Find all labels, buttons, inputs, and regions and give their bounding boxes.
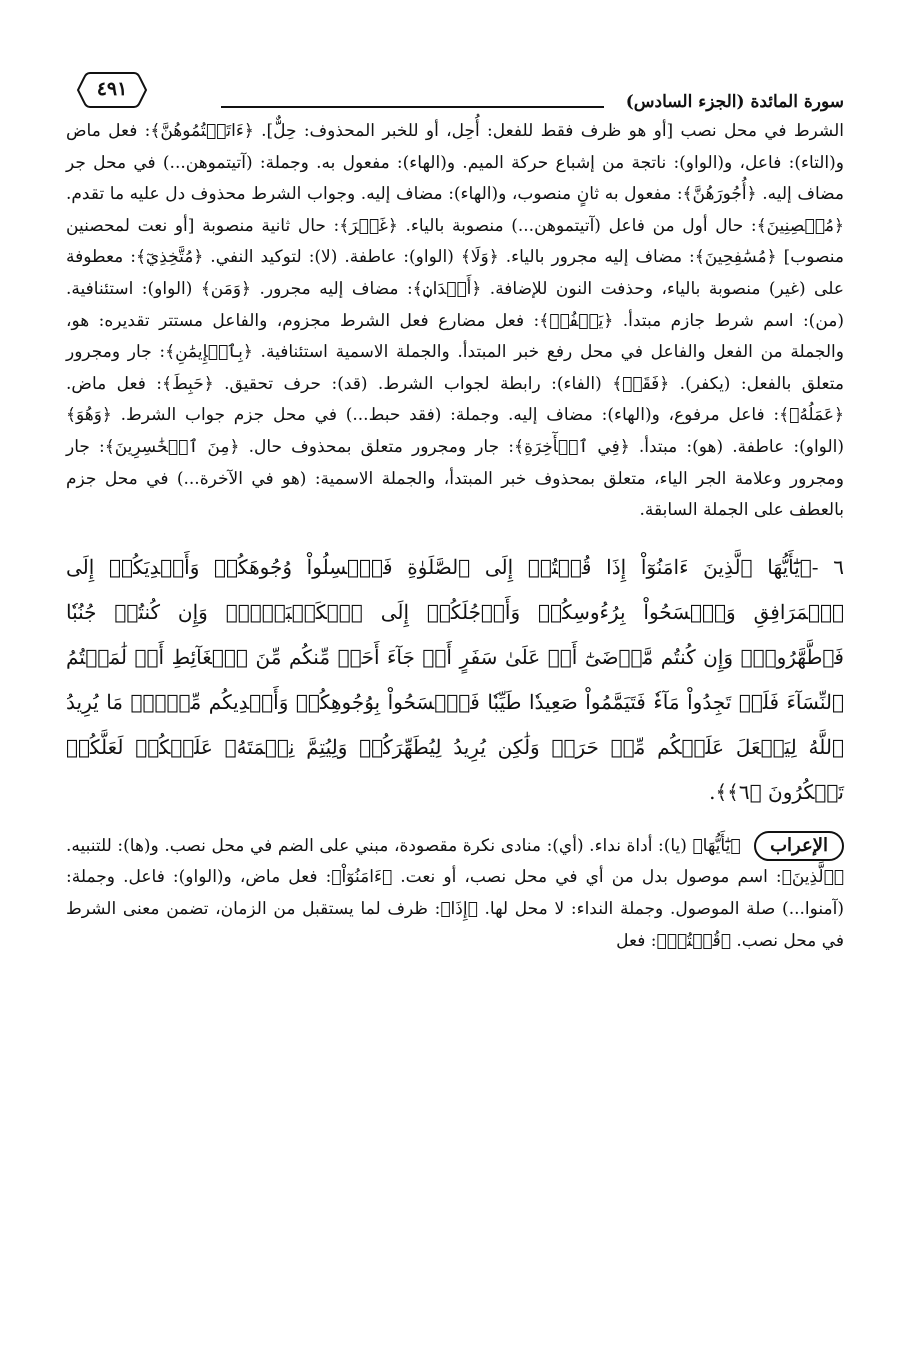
irab-section xyxy=(66,831,844,957)
page-number-badge xyxy=(76,70,148,110)
header-rule xyxy=(221,106,604,108)
irab-text: ﴿يَٰٓأَيُّهَا﴾ (يا): أداة نداء. (أي): منادى نكرة مقصودة، مبني على الضم في محل نصب. و(ها): للتنبيه. ﴿ٱلَّذِينَ﴾: اسم موصول بدل من أي في محل نصب، أو نعت. ﴿ءَامَنُوٓاْ﴾: فعل ماض، و(الواو): فاعل. وجملة: (آمنوا...) صلة الموصول. وجملة النداء: لا محل لها. ﴿إِذَا﴾: ظرف لما يستقبل من الزمان، تضمن معنى الشرط في محل نصب. ﴿قُمۡتُمۡ﴾: فعل xyxy=(66,835,844,951)
irab-label: الإعراب xyxy=(754,831,844,861)
page-header xyxy=(66,58,844,116)
commentary-paragraph: الشرط في محل نصب [أو هو ظرف فقط للفعل: أُحِل، أو للخبر المحذوف: حِلٌّ]. ﴿ءَاتَيۡتُمُوهُنَّ﴾: فعل ماض و(التاء): فاعل، و(الواو): ناتجة من إشباع حركة الميم. و(الهاء): مفعول به. وجملة: (آتيتموهن...) في محل جر مضاف إليه. ﴿أُجُورَهُنَّ﴾: مفعول به ثانٍ منصوب، و(الهاء): مضاف إليه. وجواب الشرط محذوف دل عليه ما تقدم. ﴿مُحۡصِنِينَ﴾: حال أول من فاعل (آتيتموهن...) منصوبة بالياء. ﴿غَيۡرَ﴾: حال ثانية منصوبة [أو نعت لمحصنين منصوب] ﴿مُسَٰفِحِينَ﴾: مضاف إليه مجرور بالياء. ﴿وَلَا﴾ (الواو): عاطفة. (لا): لتوكيد النفي. ﴿مُتَّخِذِيٓ﴾: معطوفة على (غير) منصوبة بالياء، وحذفت النون للإضافة. ﴿أَخۡدَانٖ﴾: مضاف إليه مجرور. ﴿وَمَن﴾ (الواو): استئنافية. (من): اسم شرط جازم مبتدأ. ﴿يَكۡفُرۡ﴾: فعل مضارع فعل الشرط مجزوم، والفاعل مستتر تقديره: هو، والجملة من الفعل والفاعل في محل رفع خبر المبتدأ. والجملة الاسمية استئنافية. ﴿بِٱلۡإِيمَٰنِ﴾: جار ومجرور متعلق بالفعل: (يكفر). ﴿فَقَدۡ﴾ (الفاء): رابطة لجواب الشرط. (قد): حرف تحقيق. ﴿حَبِطَ﴾: فعل ماض. ﴿عَمَلُهُۥ﴾: فاعل مرفوع، و(الهاء): مضاف إليه. وجملة: (فقد حبط...) في محل جزم جواب الشرط. ﴿وَهُوَ﴾ (الواو): عاطفة. (هو): مبتدأ. ﴿فِي ٱلۡأٓخِرَةِ﴾: جار ومجرور متعلق بمحذوف حال. ﴿مِنَ ٱلۡخَٰسِرِينَ﴾: جار ومجرور وعلامة الجر الياء، متعلق بمحذوف خبر المبتدأ، والجملة الاسمية: (هو في الآخرة...) في محل جزم بالعطف على الجملة السابقة. xyxy=(66,121,844,521)
page-number: ٤٩١ xyxy=(96,78,128,100)
header-title: سورة المائدة (الجزء السادس) xyxy=(625,92,844,112)
page xyxy=(66,58,844,1298)
quran-verse: ٦ -﴿يَٰٓأَيُّهَا ٱلَّذِينَ ءَامَنُوٓاْ إِذَا قُمۡتُمۡ إِلَى ٱلصَّلَوٰةِ فَٱغۡسِلُواْ وُجُوهَكُمۡ وَأَيۡدِيَكُمۡ إِلَى ٱلۡمَرَافِقِ وَٱمۡسَحُواْ بِرُءُوسِكُمۡ وَأَرۡجُلَكُمۡ إِلَى ٱلۡكَعۡبَيۡنِۚ وَإِن كُنتُمۡ جُنُبٗا فَٱطَّهَّرُواْۚ وَإِن كُنتُم مَّرۡضَىٰٓ أَوۡ عَلَىٰ سَفَرٍ أَوۡ جَآءَ أَحَدٞ مِّنكُم مِّنَ ٱلۡغَآئِطِ أَوۡ لَٰمَسۡتُمُ ٱلنِّسَآءَ فَلَمۡ تَجِدُواْ مَآءٗ فَتَيَمَّمُواْ صَعِيدٗا طَيِّبٗا فَٱمۡسَحُواْ بِوُجُوهِكُمۡ وَأَيۡدِيكُم مِّنۡهُۚ مَا يُرِيدُ ٱللَّهُ لِيَجۡعَلَ عَلَيۡكُم مِّنۡ حَرَجٖ وَلَٰكِن يُرِيدُ لِيُطَهِّرَكُمۡ وَلِيُتِمَّ نِعۡمَتَهُۥ عَلَيۡكُمۡ لَعَلَّكُمۡ تَشۡكُرُونَ ﴿٦﴾﴾. xyxy=(66,554,845,804)
